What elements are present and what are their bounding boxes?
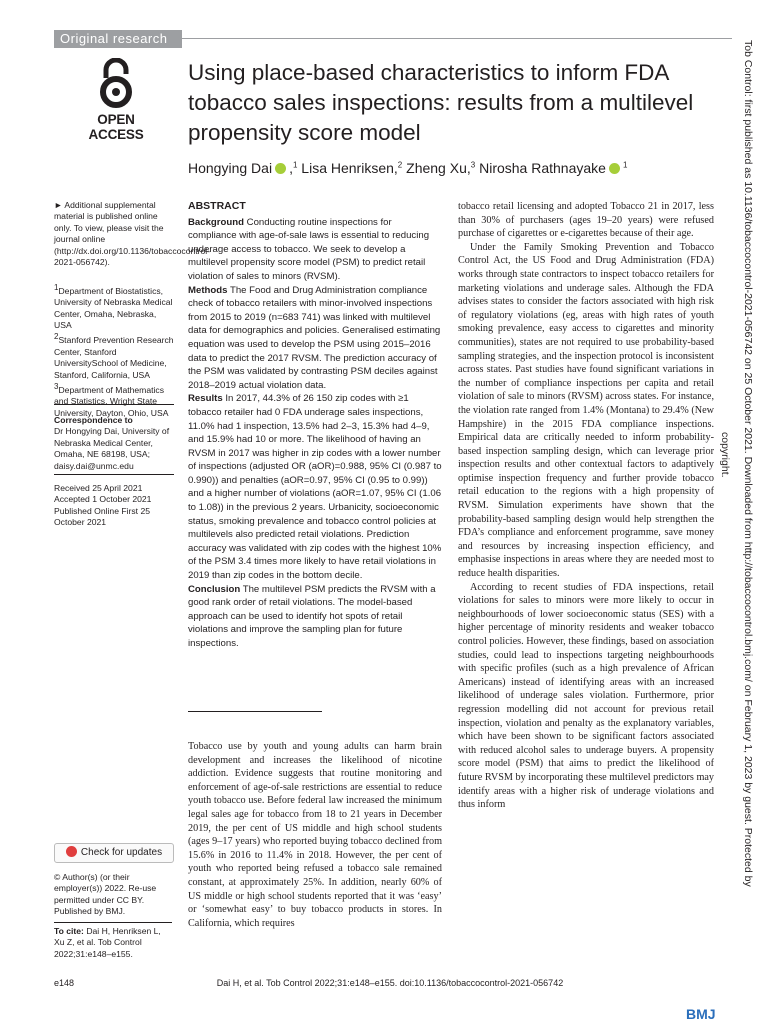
affiliation-2: Stanford Prevention Research Center, Stanford UniversitySchool of Medicine, Stanford, California, USA [54,335,174,380]
conclusion-label: Conclusion [188,583,241,595]
conclusion-text: The multilevel PSM predicts the RVSM with a good rank order of retail violations. The model-based approach can be used to identify hot spots of retail violations and improve the sampling plan for future inspections. [188,583,436,649]
results-label: Results [188,393,223,405]
accepted-date: Accepted 1 October 2021 [54,494,152,505]
open-access-label: OPEN ACCESS [88,112,144,142]
abstract [188,200,442,651]
affiliation-1: Department of Biostatistics, University of Nebraska Medical Center, Omaha, Nebraska, USA [54,285,173,331]
background-label: Background [188,216,244,228]
results-text: In 2017, 44.3% of 26 150 zip codes with ≥1 tobacco retailer had 0 FDA underage sales inspections, 11.0% had 1 inspection, 13.5% had 2–3, 15.3% had 4–9, and 15.9% had 10 or more. The likelihood of having an RVSM in 2017 was higher in zip codes with a lower number of inspections (adjusted OR (aOR)=0.988, 95% CI (0.987 to 0.990)) and penalties (aOR=0.97, 95% CI (0.95 to 0.99)) and a higher number of violations (aOR=1.07, 95% CI (1.06 to 1.08)) in the previous 2 years. Urbanicity, socioeconomic status, smoking prevalence and tobacco control policies at multilevels also predicted retail violations. Prediction accuracy was validated with zip codes with the highest 10% of the PSM 3.4 times more likely to have retail violations in 2019 than zip codes in the bottom decile. [188,393,442,582]
copyright-note: © Author(s) (or their employer(s)) 2022. Re-use permitted under CC BY. Published by BMJ. [54,872,157,917]
body-column-1 [188,740,442,930]
author-name: Hongying Dai [188,160,273,176]
correspondence-text: Dr Hongying Dai, University of Nebraska Medical Center, Omaha, NE 68198, USA; daisy.dai@unmc.edu [54,426,170,471]
supplemental-note: ► Additional supplemental material is published online only. To view, please visit the journal online (http://dx.doi.org/10.1136/tobaccocontrol-2021-056742). [54,200,211,268]
affiliation-3: Department of Mathematics and Statistics, Wright State University, Dayton, Ohio, USA [54,384,169,418]
author-name: Nirosha Rathnayake [479,160,606,176]
affiliation-number: 2 [397,160,403,170]
affiliation-number: 1 [292,160,298,170]
correspondence-block [54,404,174,472]
download-notice-copyright: copyright. [719,432,731,478]
page-number: e148 [54,978,75,988]
published-date: Published Online First 25 October 2021 [54,505,151,528]
methods-label: Methods [188,284,228,296]
body-paragraph: tobacco retail licensing and adopted Tobacco 21 in 2017, less than 30% of purchasers (ages 19–20 years) were refused purchase of cigarettes or e-cigarettes because of their age. [458,201,714,240]
cite-text: Dai H, Henriksen L, Xu Z, et al. Tob Control 2022;31:e148–e155. [54,926,161,959]
dates-block [54,474,174,529]
affiliation-number: 1 [622,160,628,170]
orcid-icon[interactable] [609,163,620,174]
affiliation-number: 3 [470,160,476,170]
check-updates-button[interactable] [54,843,174,863]
correspondence-heading: Correspondence to [54,415,133,425]
abstract-heading: ABSTRACT [188,200,246,212]
body-paragraph: According to recent studies of FDA inspections, retail violations for sales to minors were more likely to occur in neighbourhoods of lower socioeconomic status (SES) with a higher percentage of minority residents and weaker tobacco control policies. However, these findings, based on association studies, could lead to inspections targeting neighbourhoods with specific profiles (such as a high prevalence of African Americans) instead of identifying areas with an increased likelihood of underage sales violation. Furthermore, prior regression modelling did not account for previous retail inspection, violation and penalty as the explanatory variables, which have been shown to be significant factors associated with reduced alcohol sales to underage buyers. A propensity score model (PSM) that aims to predict the likelihood of future RVSM by incorporating these multilevel predictors may identify areas with a higher risk of underage violations and thus inform [458,581,714,811]
abstract-rule [188,711,322,712]
check-updates-label: Check for updates [80,847,163,858]
open-access-logo [76,58,156,142]
author-name: Lisa Henriksen, [301,160,398,176]
cite-label: To cite: [54,926,84,936]
body-column-2 [458,200,714,812]
bmj-logo: BMJ [686,1006,716,1022]
article-title: Using place-based characteristics to inform FDA tobacco sales inspections: results from a multilevel propensity score model [188,60,694,145]
footer-citation: Dai H, et al. Tob Control 2022;31:e148–e155. doi:10.1136/tobaccocontrol-2021-056742 [216,978,564,988]
methods-text: The Food and Drug Administration compliance check of tobacco retailers with minor-involved inspections from 2015 to 2019 (n=683 741) was linked with multilevel data for demographics and policies. Generalised estimating equation was used to develop the PSM using 2015–2016 data to predict the 2017 RVSM. The prediction accuracy of the PSM was validated by contrasting PSM deciles against 2018–2019 actual violation data. [188,284,441,391]
received-date: Received 25 April 2021 [54,483,143,493]
download-notice[interactable]: Tob Control: first published as 10.1136/tobaccocontrol-2021-056742 on 25 October 2021. Downloaded from http://tobaccocontrol.bmj.com/ on February 1, 2023 by guest. Protected by [742,40,754,887]
orcid-icon[interactable] [275,163,286,174]
top-rule [182,38,732,39]
affiliations: $^1$Department of Biostatistics, University of Nebraska Medical Center, Omaha, Nebraska, USA $^2$Stanford Prevention Research Center, Stanford UniversitySchool of Medicine, Stanford, California, USA $^3$Department of Mathematics and Statistics, Wright State University, Dayton, Ohio, USA [54,283,174,418]
background-text: Conducting routine inspections for compliance with age-of-sale laws is essential to reducing underage access to tobacco. We seek to develop a multilevel propensity score model (PSM) to predict retail violation of sales to minors (RVSM). [188,216,430,282]
open-access-icon [96,58,136,108]
author-list: Hongying Dai ,$^1$ Lisa Henriksen,$^2$ Zheng Xu,$^3$ Nirosha Rathnayake $^1$ [188,160,628,176]
body-paragraph: Under the Family Smoking Prevention and Tobacco Control Act, the US Food and Drug Administration (FDA) works through state contractors to inspect tobacco retailers for marketing violations and underage sales. Although the FDA advises states to consider the factors associated with high risk of regulatory violations (eg, areas with high rates of youth smoking prevalence, easy access to cigarettes and minority communities), states are not required to use probability-based sampling strategies, and the inspection protocol is inconsistent across states. Past studies have found significant variations in the number of compliance inspections per capita and retail violation of sale to minors (RVSM) across states. For instance, the violation rate ranged from 1.4% (Montana) to 29.4% (New Hampshire) in the 2015 FDA compliance inspections. Empirical data are critically needed to inform probability-based inspection sampling design, which can leverage prior inspection results and other contextual factors to adaptively optimise inspection frequency and further provide tobacco retail education to the regions with a high propensity of RVSM. Simulation experiments have shown that the probability-based sampling design would help strengthen the FDA’s compliance and enforcement programme, save money and resources by increasing inspection efficiency, and emphasise inspections in areas where they are needed most to reduce health disparities. [458,241,714,580]
intro-paragraph: Tobacco use by youth and young adults can harm brain development and increases the likelihood of nicotine addiction. Evidence suggests that routine monitoring and enforcement of age-of-sale restrictions are essential to reduce youth tobacco use. Before federal law increased the minimum legal sales age for tobacco from 18 to 21 years in December 2019, the per cent of US middle and high school students (ages 9–17 years) who reported buying tobacco declined from 15.6% in 2016 to 11.4% in 2018. However, the per cent of youth who reported being refused a tobacco sale remained constant, at approximately 25%. In addition, nearly 60% of US middle or high school students reported that it was ‘easy’ or ‘somewhat easy’ to buy tobacco products in stores. In California, which requires [188,741,442,929]
check-updates-icon [66,846,77,857]
citation-box [54,922,172,960]
section-tag: Original research [54,30,182,48]
author-name: Zheng Xu, [406,160,471,176]
